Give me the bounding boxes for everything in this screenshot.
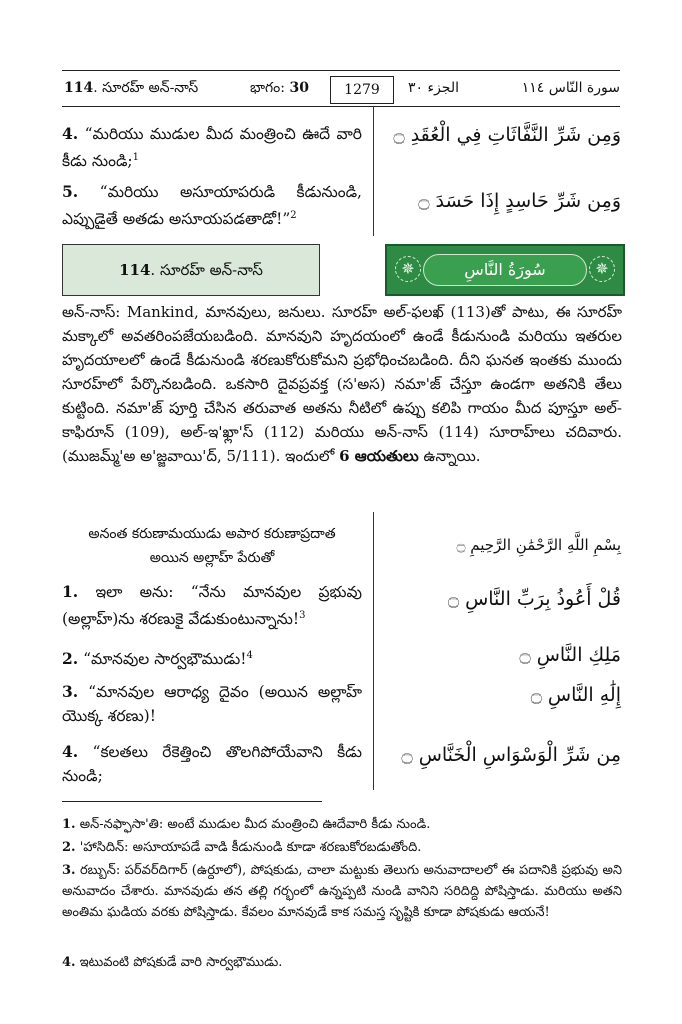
footnote-ref: 2 [290, 210, 297, 221]
verse-4-arabic: مِن شَرِّ الْوَسْوَاسِ الْخَنَّاسِ ۝ [401, 744, 621, 766]
top-verse-5-arabic: وَمِن شَرِّ حَاسِدٍ إِذَا حَسَدَ ۝ [418, 190, 621, 212]
verse-number: 1. [62, 582, 79, 601]
verse-text: ఇలా అను: “నేను మానవుల ప్రభువు (అల్లాహ్)ను శరణుకై వేడుకుంటున్నాను! [62, 583, 362, 629]
verse-text: “కలతలు రేకెత్తించి తొలగిపోయేవాని కీడు నుండి; [62, 743, 362, 785]
header-part [250, 80, 309, 99]
header-part-label: భాగం: [250, 80, 285, 96]
verse-3-arabic: إِلَٰهِ النَّاسِ ۝ [530, 684, 621, 706]
verse-4 [62, 740, 362, 788]
verse-2-arabic: مَلِكِ النَّاسِ ۝ [519, 644, 621, 666]
verse-text: “మానవుల సార్వభౌముడు! [83, 650, 247, 669]
footnote-ref: 4 [246, 650, 253, 661]
top-verse-4 [62, 122, 362, 173]
verse-text: “మానవుల ఆరాధ్య దైవం (అయిన అల్లాహ్ యొక్క శరణు)! [62, 683, 362, 725]
page-number: 1279 [330, 76, 394, 104]
ayat-count: 6 ఆయతులు [339, 447, 419, 465]
banner-number: 114 [119, 261, 151, 279]
verse-number: 4. [62, 124, 79, 143]
column-divider-main [373, 512, 374, 790]
header-bottom-rule [62, 106, 620, 107]
verse-1-arabic: قُلْ أَعُوذُ بِرَبِّ النَّاسِ ۝ [447, 588, 621, 610]
basmala-arabic: بِسْمِ اللَّهِ الرَّحْمَٰنِ الرَّحِيمِ ۝ [456, 536, 621, 554]
verse-number: 2. [62, 649, 79, 669]
top-verse-5 [62, 180, 362, 231]
footnote-text: రబ్బున్: పర్‌వర్‌దిగార్ (ఉర్దూలో), పోషకుడు, చాలా మట్టుకు తెలుగు అనువాదాలలో ఈ పదానికి ప్రభువు అని అనువాదం చేశారు. మానవుడు తన తల్లి గర్భంలో ఉన్నప్పటి నుండి వానిని సరిదిద్ది పోషిస్తాడు. మరియు అతని అంతిమ ఘడియ వరకు పోషిస్తాడు. కేవలం మానవుడే కాక సమస్త సృష్టికి కూడా పోషకుడు ఆయనే! [62, 863, 622, 920]
footnote-3 [62, 860, 622, 923]
footnote-number: 3. [62, 863, 76, 878]
verse-number: 4. [62, 742, 79, 761]
footnote-4 [62, 952, 622, 973]
intro-tail: ఉన్నాయి. [423, 447, 481, 465]
verse-number: 5. [62, 182, 79, 201]
surah-title-banner: 114. సూరహ్ అన్-నాస్ [62, 244, 320, 296]
header-surah-number: 114 [64, 80, 94, 96]
footnote-1 [62, 814, 622, 835]
verse-text: “మరియు అసూయాపరుడి కీడునుండి, ఎప్పుడైతే అతడు అసూయపడతాడో!” [62, 183, 362, 229]
footnote-number: 4. [62, 955, 76, 970]
verse-2 [62, 644, 362, 671]
intro-text: అన్-నాస్: Mankind, మానవులు, జనులు. సూరహ్ అల్-ఫలఖ్ (113)తో పాటు, ఈ సూరహ్ మక్కాలో అవతరింపజేయబడింది. మానవుని హృదయంలో ఉండే కీడునుండి మరియు ఇతరుల హృదయాలలో ఉండే కీడునుండి శరణుకోరుకోమని ప్రభోధించబడింది. దీని ఘనత ఇంతకు ముందు సూరహ్‌లో పేర్కొనబడింది. ఒకసారి దైవప్రవక్త (స'అస) నమా'జ్ చేస్తూ ఉండగా అతనికి తేలు కుట్టింది. నమా'జ్ పూర్తి చేసిన తరువాత అతను నీటిలో ఉప్పు కలిపి గాయం మీద పూస్తూ అల్-కాఫిరూన్ (109), అల్-ఇ'ఖ్లా'స్ (112) మరియు అన్-నాస్ (114) సూరాహ్‌లు చదివారు. (ముజమ్మ్'అ అ'జ్జవాయి'ద్, 5/111). ఇందులో [62, 303, 622, 465]
footnote-ref: 1 [132, 152, 140, 163]
footnote-text: ఇటువంటి పోషకుడే వారి సార్వభౌముడు. [79, 955, 283, 970]
verse-number: 3. [62, 682, 79, 701]
footnote-text: అన్-నఫ్ఫాసా'తి: అంటే ముడుల మీద మంత్రించి ఊదేవారి కీడు నుండి. [79, 817, 431, 832]
footnote-2 [62, 837, 622, 858]
footnote-number: 1. [62, 817, 76, 832]
footnote-rule [62, 801, 322, 802]
rosette-icon: ✵ [589, 256, 615, 282]
header-left: 114. సూరహ్ అన్-నాస్ [64, 80, 199, 96]
basmala-line-1: అనంత కరుణామయుడు అపార కరుణాప్రదాత [88, 526, 336, 542]
top-verse-4-arabic: وَمِن شَرِّ النَّفَّاثَاتِ فِي الْعُقَدِ ۝ [393, 124, 621, 146]
basmala-line-2: అయిన అల్లాహ్ పేరుతో [149, 550, 275, 566]
header-part-number: 30 [289, 80, 309, 96]
header-top-rule [62, 70, 620, 71]
rosette-icon: ✵ [395, 256, 421, 282]
header-juz: الجزء ٣٠ [408, 80, 459, 96]
column-divider-top [373, 106, 374, 236]
header-surah-arabic: سورة النّاس ١١٤ [521, 80, 620, 96]
header-surah-title: సూరహ్ అన్-నాస్ [102, 80, 199, 96]
banner-title: సూరహ్ అన్-నాస్ [159, 261, 263, 279]
verse-1 [62, 580, 362, 631]
verse-text: “మరియు ముడుల మీద మంత్రించి ఊదే వారి కీడు నుండి; [62, 125, 362, 171]
verse-3 [62, 680, 362, 728]
footnote-text: 'హాసిదిన్: అసూయాపడే వాడి కీడునుండి కూడా శరణుకోరబడుతోంది. [79, 840, 422, 855]
surah-arabic-banner [385, 244, 625, 296]
banner-arabic-title: سُورَةُ النَّاسِ [423, 254, 587, 286]
basmala-telugu [62, 522, 362, 570]
footnote-number: 2. [62, 840, 76, 855]
surah-introduction [62, 300, 622, 468]
footnote-ref: 3 [299, 610, 306, 621]
